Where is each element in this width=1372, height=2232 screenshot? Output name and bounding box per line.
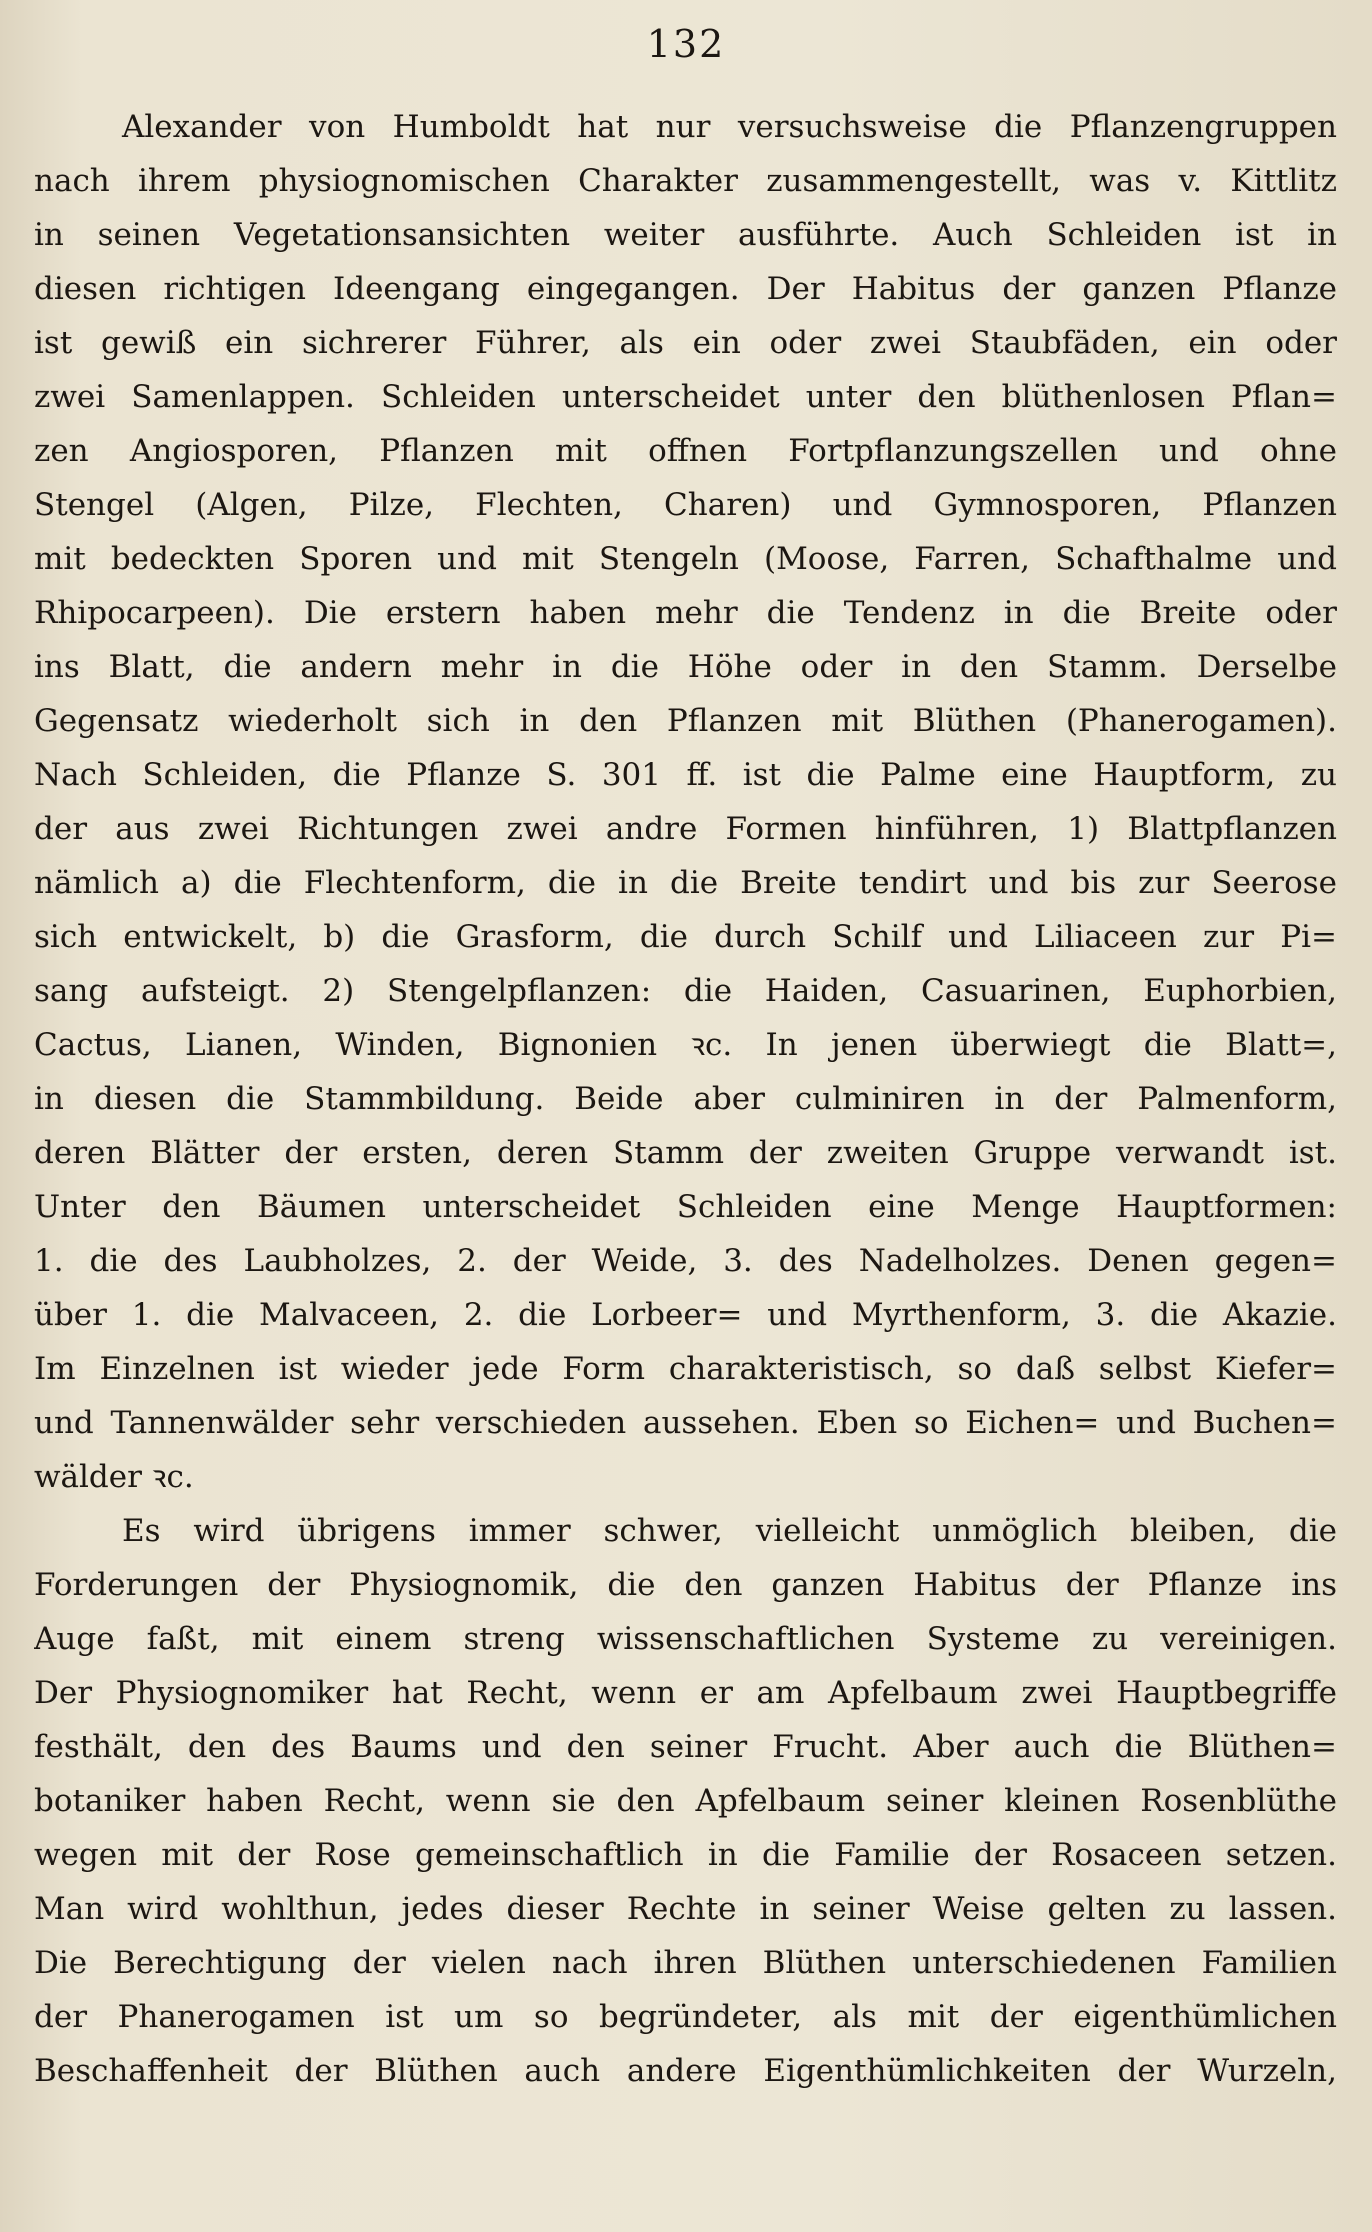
text-line: Es wird übrigens immer schwer, vielleicht unmöglich bleiben, die bbox=[122, 1513, 1337, 1549]
text-line: Auge faßt, mit einem streng wissenschaftlichen Systeme zu vereinigen. bbox=[34, 1621, 1337, 1657]
text-line: in diesen die Stammbildung. Beide aber culminiren in der Palmenform, bbox=[34, 1081, 1337, 1117]
text-line: in seinen Vegetationsansichten weiter ausführte. Auch Schleiden ist in bbox=[34, 217, 1337, 253]
text-line: wegen mit der Rose gemeinschaftlich in die Familie der Rosaceen setzen. bbox=[34, 1837, 1337, 1873]
text-line: und Tannenwälder sehr verschieden aussehen. Eben so Eichen= und Buchen= bbox=[34, 1405, 1337, 1441]
text-line: ist gewiß ein sichrerer Führer, als ein oder zwei Staubfäden, ein oder bbox=[34, 325, 1337, 361]
text-line: Die Berechtigung der vielen nach ihren Blüthen unterschiedenen Familien bbox=[34, 1945, 1337, 1981]
text-line: Der Physiognomiker hat Recht, wenn er am Apfelbaum zwei Hauptbegriffe bbox=[34, 1675, 1337, 1711]
text-line: Beschaffenheit der Blüthen auch andere Eigenthümlichkeiten der Wurzeln, bbox=[34, 2053, 1337, 2089]
text-line: Alexander von Humboldt hat nur versuchsweise die Pflanzengruppen bbox=[122, 109, 1337, 145]
text-line: nach ihrem physiognomischen Charakter zusammengestellt, was v. Kittlitz bbox=[34, 163, 1337, 199]
text-line: Gegensatz wiederholt sich in den Pflanzen mit Blüthen (Phanerogamen). bbox=[34, 703, 1337, 739]
text-line: Nach Schleiden, die Pflanze S. 301 ff. ist die Palme eine Hauptform, zu bbox=[34, 757, 1337, 793]
text-line: 1. die des Laubholzes, 2. der Weide, 3. des Nadelholzes. Denen gegen= bbox=[34, 1243, 1337, 1279]
text-line: sich entwickelt, b) die Grasform, die durch Schilf und Liliaceen zur Pi= bbox=[34, 919, 1337, 955]
text-line: festhält, den des Baums und den seiner Frucht. Aber auch die Blüthen= bbox=[34, 1729, 1337, 1765]
text-line: diesen richtigen Ideengang eingegangen. Der Habitus der ganzen Pflanze bbox=[34, 271, 1337, 307]
text-line: zen Angiosporen, Pflanzen mit offnen Fortpflanzungszellen und ohne bbox=[34, 433, 1337, 469]
body-text bbox=[34, 100, 1337, 2098]
text-line: sang aufsteigt. 2) Stengelpflanzen: die Haiden, Casuarinen, Euphorbien, bbox=[34, 973, 1337, 1009]
text-line: wälder ꝛc. bbox=[34, 1459, 194, 1495]
text-line: Cactus, Lianen, Winden, Bignonien ꝛc. In jenen überwiegt die Blatt=, bbox=[34, 1027, 1337, 1063]
text-line: deren Blätter der ersten, deren Stamm der zweiten Gruppe verwandt ist. bbox=[34, 1135, 1337, 1171]
page-number: 132 bbox=[646, 22, 726, 66]
text-line: nämlich a) die Flechtenform, die in die Breite tendirt und bis zur Seerose bbox=[34, 865, 1337, 901]
text-line: zwei Samenlappen. Schleiden unterscheidet unter den blüthenlosen Pflan= bbox=[34, 379, 1337, 415]
text-line: Rhipocarpeen). Die erstern haben mehr die Tendenz in die Breite oder bbox=[34, 595, 1337, 631]
text-line: mit bedeckten Sporen und mit Stengeln (Moose, Farren, Schafthalme und bbox=[34, 541, 1337, 577]
text-line: botaniker haben Recht, wenn sie den Apfelbaum seiner kleinen Rosenblüthe bbox=[34, 1783, 1337, 1819]
text-line: der aus zwei Richtungen zwei andre Formen hinführen, 1) Blattpflanzen bbox=[34, 811, 1337, 847]
text-line: Stengel (Algen, Pilze, Flechten, Charen) und Gymnosporen, Pflanzen bbox=[34, 487, 1337, 523]
text-line: Unter den Bäumen unterscheidet Schleiden eine Menge Hauptformen: bbox=[34, 1189, 1337, 1225]
text-line: Forderungen der Physiognomik, die den ganzen Habitus der Pflanze ins bbox=[34, 1567, 1337, 1603]
text-line: ins Blatt, die andern mehr in die Höhe oder in den Stamm. Derselbe bbox=[34, 649, 1337, 685]
text-line: über 1. die Malvaceen, 2. die Lorbeer= und Myrthenform, 3. die Akazie. bbox=[34, 1297, 1337, 1333]
text-line: Man wird wohlthun, jedes dieser Rechte in seiner Weise gelten zu lassen. bbox=[34, 1891, 1337, 1927]
text-line: der Phanerogamen ist um so begründeter, als mit der eigenthümlichen bbox=[34, 1999, 1337, 2035]
text-line: Im Einzelnen ist wieder jede Form charakteristisch, so daß selbst Kiefer= bbox=[34, 1351, 1337, 1387]
